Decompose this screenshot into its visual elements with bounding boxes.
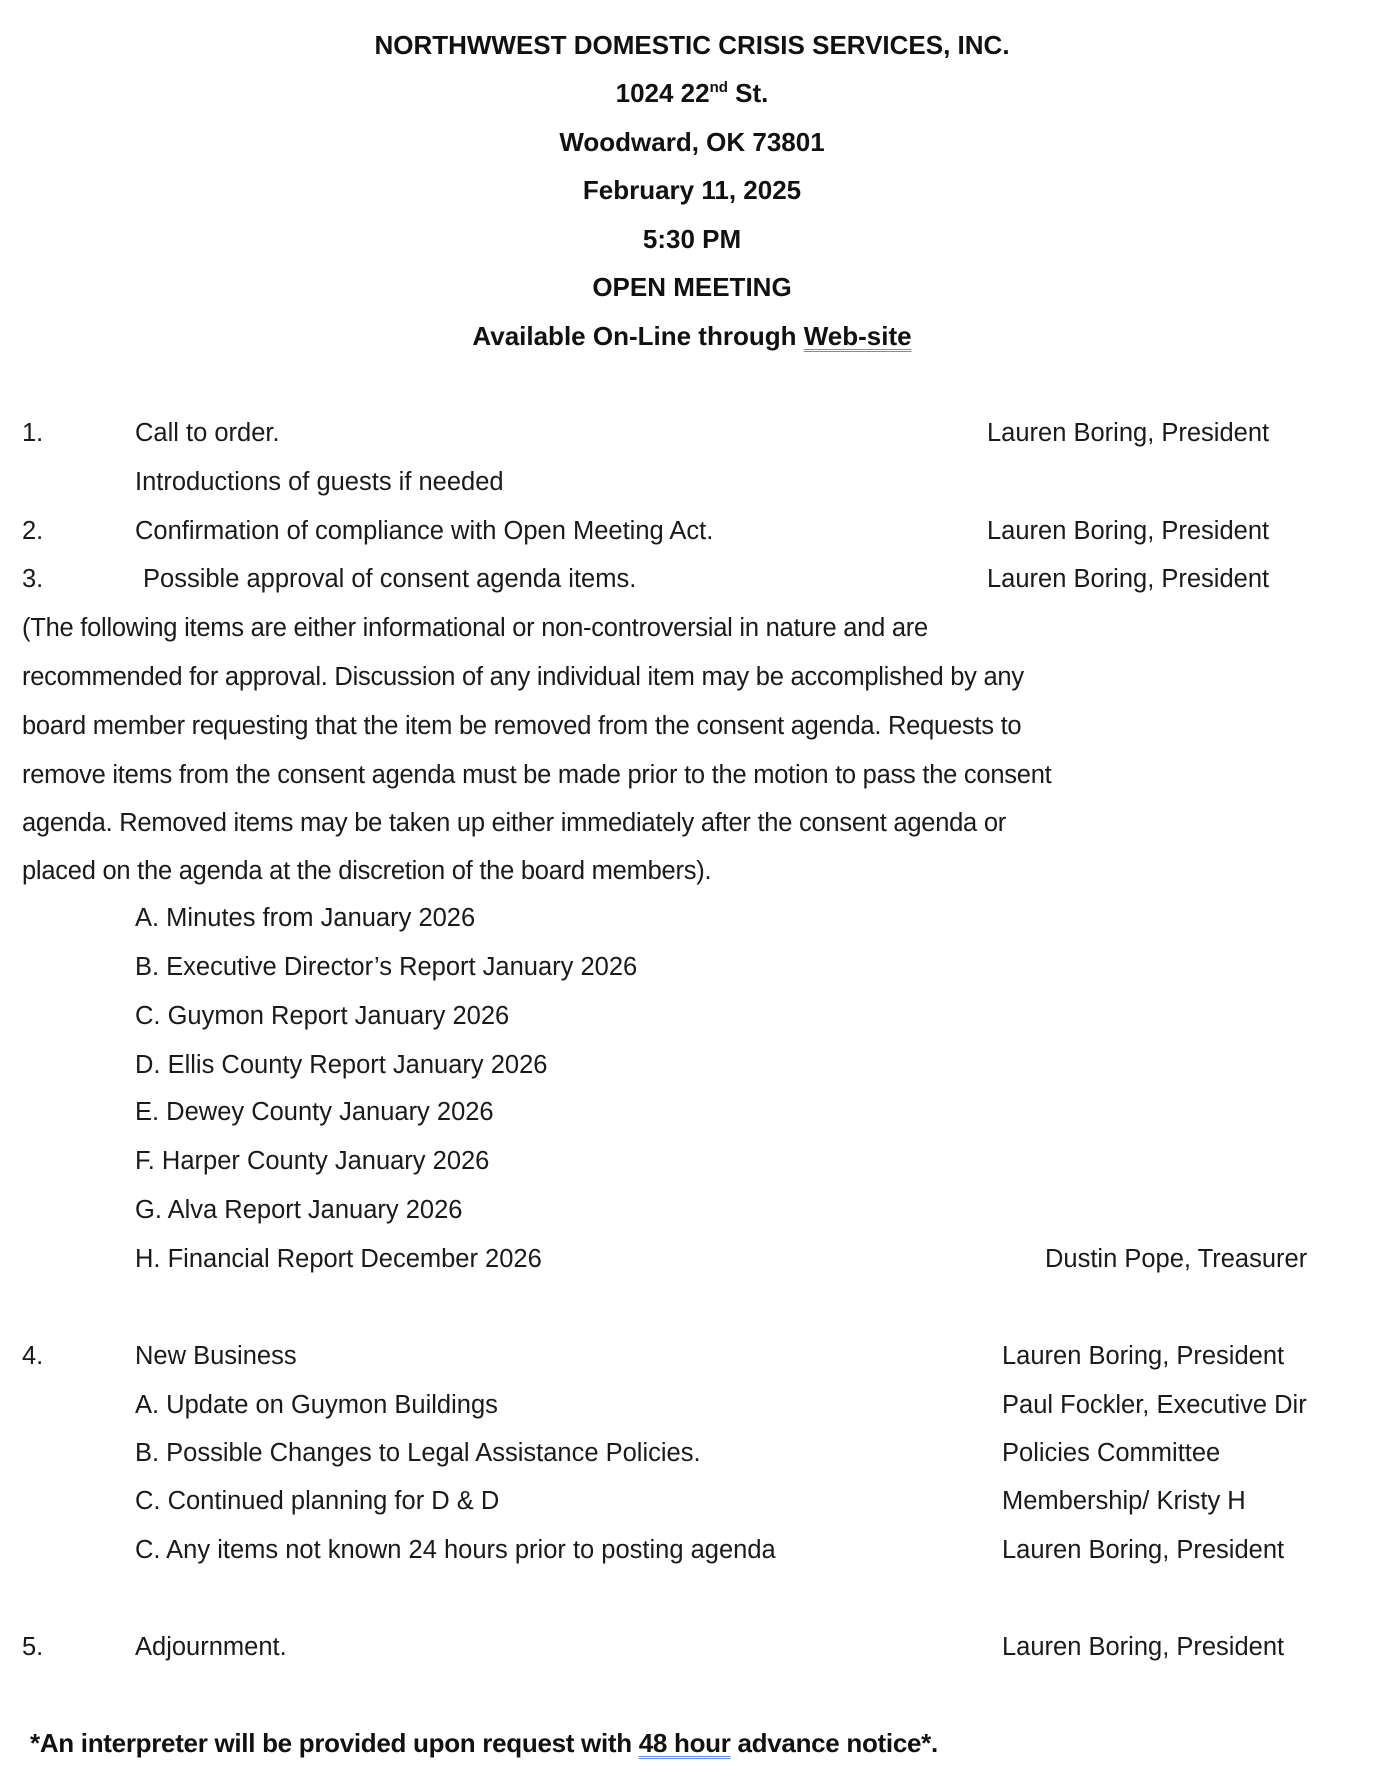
interpreter-notice-prefix: *An interpreter will be provided upon request with <box>30 1728 639 1758</box>
item-1-number: 1. <box>22 419 44 447</box>
meeting-date: February 11, 2025 <box>582 175 802 205</box>
interpreter-notice-suffix: advance notice*. <box>730 1728 938 1758</box>
item-4-label: New Business <box>135 1342 297 1370</box>
new-business-subitem-c: C. Continued planning for D & D <box>135 1487 500 1515</box>
consent-subitem-e: E. Dewey County January 2026 <box>135 1098 494 1126</box>
item-3-label: Possible approval of consent agenda items. <box>143 565 637 593</box>
item-2-presenter: Lauren Boring, President <box>987 517 1270 545</box>
explanation-line: placed on the agenda at the discretion of the board members). <box>22 857 712 885</box>
item-4-number: 4. <box>22 1342 44 1370</box>
item-4-presenter: Lauren Boring, President <box>1002 1342 1285 1370</box>
new-business-subitem-a: A. Update on Guymon Buildings <box>135 1391 498 1419</box>
explanation-line: agenda. Removed items may be taken up either immediately after the consent agenda or <box>22 809 1006 837</box>
new-business-subitem-c2: C. Any items not known 24 hours prior to posting agenda <box>135 1536 776 1564</box>
availability-line <box>0 321 1384 351</box>
item-3-presenter: Lauren Boring, President <box>987 565 1270 593</box>
address-street: St. <box>727 78 769 108</box>
item-2-label: Confirmation of compliance with Open Meeting Act. <box>135 517 714 545</box>
consent-subitem-a: A. Minutes from January 2026 <box>135 904 476 932</box>
new-business-subitem-b-presenter: Policies Committee <box>1002 1439 1221 1467</box>
consent-subitem-f: F. Harper County January 2026 <box>135 1147 490 1175</box>
new-business-subitem-b: B. Possible Changes to Legal Assistance Policies. <box>135 1439 701 1467</box>
address-ordinal-suffix: nd <box>709 79 728 96</box>
consent-subitem-h-presenter: Dustin Pope, Treasurer <box>1045 1245 1308 1273</box>
explanation-line: board member requesting that the item be removed from the consent agenda. Requests to <box>22 712 1022 740</box>
interpreter-notice-highlight: 48 hour <box>638 1728 731 1758</box>
org-name: NORTHWWEST DOMESTIC CRISIS SERVICES, INC. <box>374 30 1010 60</box>
item-1-presenter: Lauren Boring, President <box>987 419 1270 447</box>
new-business-subitem-c-presenter: Membership/ Kristy H <box>1002 1487 1246 1515</box>
consent-subitem-d: D. Ellis County Report January 2026 <box>135 1051 548 1079</box>
consent-subitem-b: B. Executive Director’s Report January 2026 <box>135 953 638 981</box>
new-business-subitem-c2-presenter: Lauren Boring, President <box>1002 1536 1285 1564</box>
item-2-number: 2. <box>22 517 44 545</box>
explanation-line: recommended for approval. Discussion of any individual item may be accomplished by any <box>22 663 1024 691</box>
address-number: 1024 22 <box>615 78 710 108</box>
city-state-zip: Woodward, OK 73801 <box>559 127 825 157</box>
website-link[interactable]: Web-site <box>803 321 912 351</box>
meeting-type: OPEN MEETING <box>592 272 792 302</box>
consent-subitem-c: C. Guymon Report January 2026 <box>135 1002 510 1030</box>
item-1-subline: Introductions of guests if needed <box>135 468 504 496</box>
meeting-time: 5:30 PM <box>642 224 742 254</box>
consent-subitem-h: H. Financial Report December 2026 <box>135 1245 542 1273</box>
item-1-label: Call to order. <box>135 419 280 447</box>
address-line <box>0 78 1384 108</box>
consent-subitem-g: G. Alva Report January 2026 <box>135 1196 463 1224</box>
interpreter-notice <box>30 1728 938 1758</box>
explanation-line: remove items from the consent agenda must be made prior to the motion to pass the consent <box>22 761 1052 789</box>
availability-prefix: Available On-Line through <box>472 321 804 351</box>
item-5-label: Adjournment. <box>135 1633 287 1661</box>
item-5-presenter: Lauren Boring, President <box>1002 1633 1285 1661</box>
item-5-number: 5. <box>22 1633 44 1661</box>
item-3-number: 3. <box>22 565 44 593</box>
new-business-subitem-a-presenter: Paul Fockler, Executive Dir <box>1002 1391 1307 1419</box>
explanation-line: (The following items are either informational or non-controversial in nature and are <box>22 614 928 642</box>
